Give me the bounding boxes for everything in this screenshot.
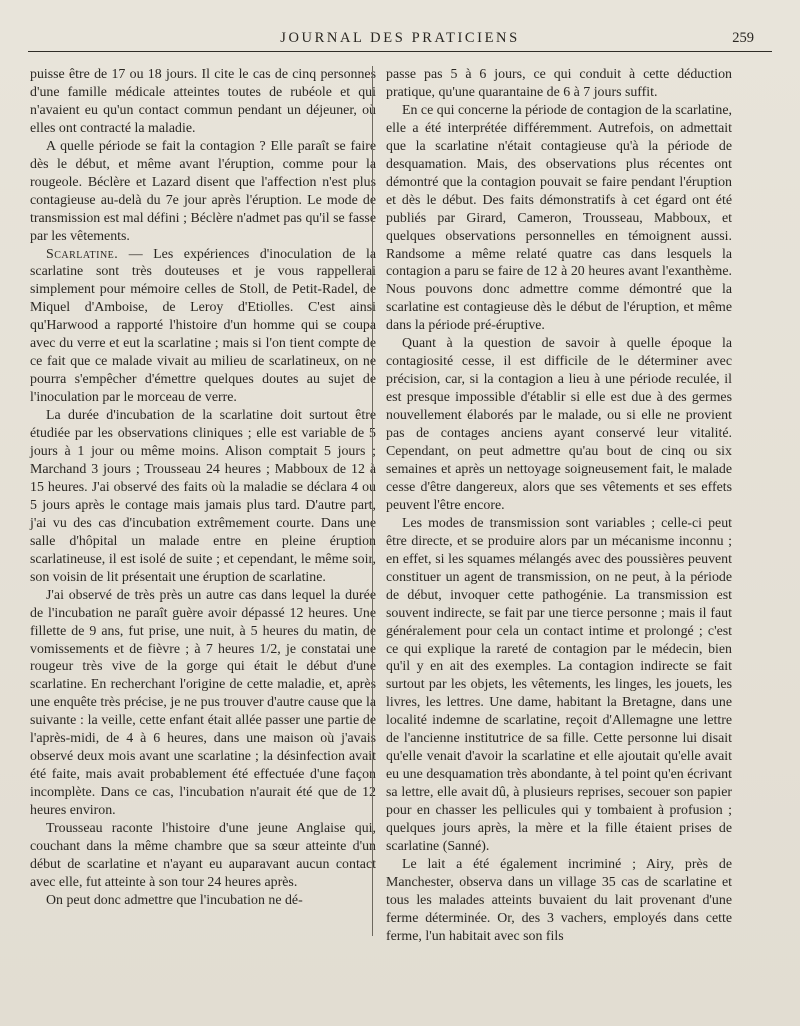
paragraph: On peut donc admettre que l'incubation ne dé- (46, 892, 303, 908)
paragraph: A quelle période se fait la contagion ? Elle paraît se faire dès le début, et même avant l'éruption, comme pour la rougeole. Béclère et Lazard disent que l'affection n'est plus contagieuse au-delà du 7e jour après l'éruption. Le mode de transmission est mal défini ; Béclère n'admet pas qu'il se fasse par les vêtements. (30, 138, 376, 244)
left-column (30, 66, 376, 910)
paragraph: La durée d'incubation de la scarlatine doit surtout être étudiée par les observations cliniques ; elle est variable de 5 jours à 1 jour ou même moins. Alison comptait 5 jours ; Marchand 3 jours ; Trousseau 24 heures ; Mabboux de 12 à 15 heures. J'ai observé des faits où la maladie se déclara 4 ou 5 jours après le contage mais jamais plus tard. D'autre part, j'ai vu des cas d'incubation extrêmement courte. Dans une salle d'hôpital un malade entre en pleine éruption scarlatineuse, il est isolé de suite ; et cependant, le même soir, son voisin de lit présentait une éruption de scarlatine. (30, 408, 376, 585)
paragraph-scarlatine (30, 246, 376, 408)
paragraph: J'ai observé de très près un autre cas dans lequel la durée de l'incubation ne paraît guère avoir dépassé 12 heures. Une fillette de 9 ans, fut prise, une nuit, à 5 heures du matin, de vomissements et de fièvre ; à 7 heures 1/2, je constatai une rougeur très vive de la gorge qui était le début d'une scarlatine. En recherchant l'origine de cette maladie, et, après une enquête très précise, je ne pus trouver d'autre cause que la suivante : la veille, cette enfant était allée passer une partie de l'après-midi, de 4 à 6 heures, dans une maison où j'avais observé deux mois avant une scarlatine ; la désinfection avait été faite, mais avait probablement été effectuée d'une façon incomplète. Dans ce cas, l'incubation n'aurait été que de 12 heures environ. (30, 587, 376, 819)
section-lead: Scarlatine. (46, 246, 119, 262)
paragraph: Les modes de transmission sont variables ; celle-ci peut être directe, et se produire alors par un mécanisme inconnu ; en effet, si les squames mélangés avec des poussières peuvent constituer un agent de transmission, on ne peut, à la période de début, invoquer cette pathogénie. La transmission est souvent indirecte, se fait par une tierce personne ; mais il faut généralement pour cela un contact intime et prolongé ; c'est ce qui explique la rareté de contagion par le médecin, bien qu'il y en ait des exemples. La contagion indirecte se fait surtout par les objets, les vêtements, les linges, les jouets, les livres, les lettres. Une dame, habitant la Bretagne, dans une localité indemne de scarlatine, reçoit d'Allemagne une lettre de l'ancienne institutrice de sa fille. Cette personne lui disait qu'elle venait d'avoir la scarlatine et elle ajoutait qu'elle avait eu une desquamation très abondante, à tel point qu'en écrivant sa lettre, elle avait dû, à plusieurs reprises, secouer son papier pour en chasser les pellicules qui y tombaient à profusion ; quelques jours après, la mère et la fille étaient prises de scarlatine (Sanné). (386, 515, 732, 854)
column-divider (372, 66, 373, 936)
right-column (386, 66, 732, 946)
paragraph: puisse être de 17 ou 18 jours. Il cite le cas de cinq personnes d'une famille médicale atteintes toutes de rubéole et qui n'avaient eu qu'un contact commun pendant un déjeuner, où elles ont contracté la maladie. (30, 67, 376, 136)
journal-title: JOURNAL DES PRATICIENS (280, 30, 520, 46)
page-number: 259 (732, 30, 754, 46)
paragraph: passe pas 5 à 6 jours, ce qui conduit à cette déduction pratique, qu'une quarantaine de 6 à 7 jours suffit. (386, 67, 732, 100)
paragraph-text: — Les expériences d'inoculation de la scarlatine sont très douteuses et je vous rappellerai simplement pour mémoire celles de Stoll, de Petit-Radel, de Miquel d'Amboise, de Leroy d'Etiolles. C'est ainsi qu'Harwood a rapporté l'histoire d'un homme qui se coupa avec du verre et eut la scarlatine ; mais si l'on tient compte de ce fait que ce malade vivait au milieu de scarlatineux, on ne pourra s'empêcher d'émettre quelques doutes au sujet de l'inoculation par le morceau de verre. (30, 246, 376, 406)
header-rule (28, 51, 772, 52)
paragraph: Quant à la question de savoir à quelle époque la contagiosité cesse, il est difficile de le déterminer avec précision, car, si la contagion a lieu à une période reculée, il est presque impossible d'établir si elle est due à des germes nouvellement élaborés par le malade, ou si elle ne provient pas de contages anciens ayant conservé leur vitalité. Cependant, on peut admettre qu'au bout de cinq ou six semaines et après un nettoyage soigneusement fait, le malade cesse d'être dangereux, alors que ses vêtements et ses effets peuvent l'être encore. (386, 336, 732, 513)
running-header (28, 26, 772, 50)
paragraph: En ce qui concerne la période de contagion de la scarlatine, elle a été interprétée différemment. Autrefois, on admettait que la scarlatine n'était contagieuse qu'à la période de desquamation. Mais, des observations plus récentes ont démontré que la contagion pouvait se faire pendant l'éruption et dès le début. Des faits démonstratifs à cet égard ont été publiés par Girard, Cameron, Trousseau, Mabboux, et quelques observations personnelles en témoignent aussi. Randsome a même relaté quatre cas dans lesquels la contagion a paru se faire de 12 à 20 heures avant l'exanthème. Nous pouvons donc admettre comme démontré que la scarlatine est contagieuse dès le début de l'éruption, et même dans la période pré-éruptive. (386, 102, 732, 334)
paragraph: Le lait a été également incriminé ; Airy, près de Manchester, observa dans un village 35 cas de scarlatine et tous les malades atteints buvaient du lait provenant d'une ferme déterminée. Or, des 3 vachers, employés dans cette ferme, l'un habitait avec son fils (386, 856, 732, 944)
paragraph: Trousseau raconte l'histoire d'une jeune Anglaise qui, couchant dans la même chambre que sa sœur atteinte d'un début de scarlatine et n'ayant eu auparavant aucun contact avec elle, fut atteinte à son tour 24 heures après. (30, 821, 376, 890)
